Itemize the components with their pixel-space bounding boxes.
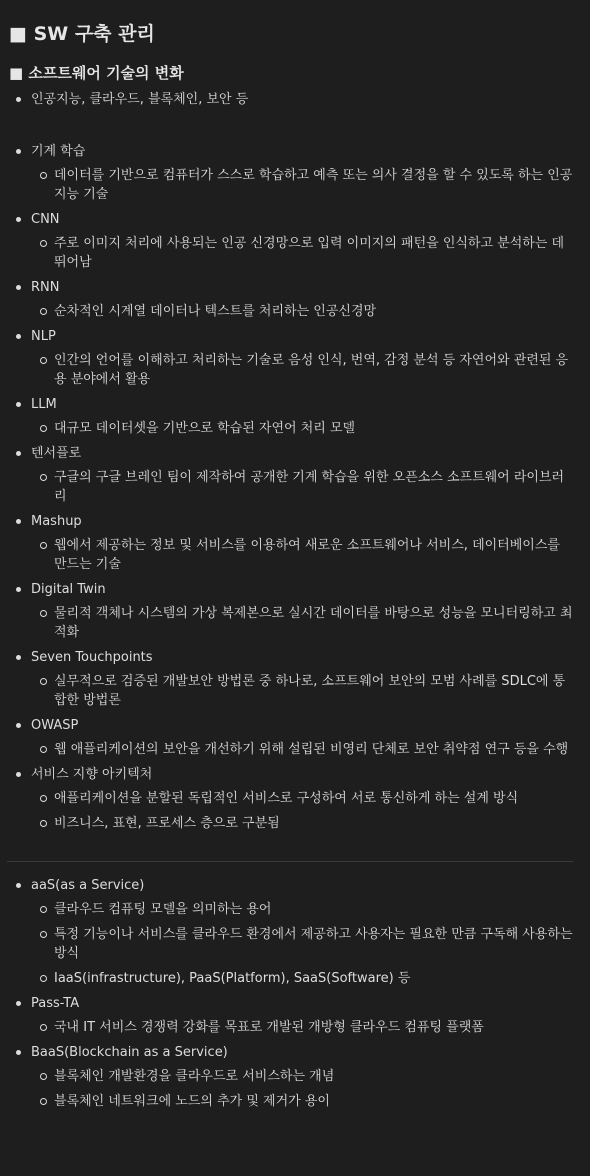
term-item (31, 512, 574, 574)
definition-item: 클라우드 컴퓨팅 모델을 의미하는 용어 (54, 900, 574, 919)
definition-list (31, 672, 574, 710)
terms-list (9, 142, 574, 833)
definition-item: 웹 애플리케이션의 보안을 개선하기 위해 설립된 비영리 단체로 보안 취약점 연구 등을 수행 (54, 740, 574, 759)
divider (7, 861, 573, 862)
definition-list (31, 1018, 574, 1037)
definition-list (31, 166, 574, 204)
term-item (31, 395, 574, 438)
definition-item: 데이터를 기반으로 컴퓨터가 스스로 학습하고 예측 또는 의사 결정을 할 수 있도록 하는 인공지능 기술 (54, 168, 573, 202)
definition-list (31, 234, 574, 272)
term-item (31, 994, 574, 1037)
term-item (31, 1043, 574, 1111)
definition-list (31, 536, 574, 574)
definition-item: 주로 이미지 처리에 사용되는 인공 신경망으로 입력 이미지의 패턴을 인식하고 분석하는 데 뛰어남 (54, 234, 574, 272)
term-item (31, 716, 574, 759)
definition-item: 블록체인 개발환경을 클라우드로 서비스하는 개념 (54, 1067, 574, 1086)
definition-item: 특정 기능이나 서비스를 클라우드 환경에서 제공하고 사용자는 필요한 만큼 구독해 사용하는 방식 (54, 927, 573, 961)
definition-item: 국내 IT 서비스 경쟁력 강화를 목표로 개발된 개방형 클라우드 컴퓨팅 플랫폼 (54, 1018, 574, 1037)
term-label: Mashup (31, 514, 82, 529)
definition-item: 블록체인 네트워크에 노드의 추가 및 제거가 용이 (54, 1092, 574, 1111)
page-title: ■ SW 구축 관리 (9, 23, 155, 45)
term-item (31, 444, 574, 506)
term-item (31, 327, 574, 389)
intro-list (9, 90, 574, 109)
term-label: BaaS(Blockchain as a Service) (31, 1045, 228, 1060)
term-label: OWASP (31, 718, 79, 733)
term-label: LLM (31, 397, 57, 412)
definition-list (31, 419, 574, 438)
term-item (31, 765, 574, 833)
definition-list (31, 740, 574, 759)
definition-item: 웹에서 제공하는 정보 및 서비스를 이용하여 새로운 소프트웨어나 서비스, 데이터베이스를 만드는 기술 (54, 536, 574, 574)
definition-list (31, 468, 574, 506)
definition-item: 구글의 구글 브레인 팀이 제작하여 공개한 기계 학습을 위한 오픈소스 소프트웨어 라이브러리 (54, 468, 574, 506)
list-item: 인공지능, 클라우드, 블록체인, 보안 등 (31, 90, 574, 109)
term-label: NLP (31, 329, 56, 344)
definition-list (31, 351, 574, 389)
term-label: 서비스 지향 아키텍처 (31, 767, 153, 782)
term-label: Digital Twin (31, 582, 106, 597)
term-label: Pass-TA (31, 996, 80, 1011)
term-item (31, 142, 574, 204)
term-item (31, 876, 574, 988)
term-label: aaS(as a Service) (31, 878, 145, 893)
definition-list (31, 1067, 574, 1111)
cloud-terms-list (9, 876, 574, 1111)
definition-list (31, 302, 574, 321)
definition-list (31, 900, 574, 988)
definition-list (31, 604, 574, 642)
definition-item: 비즈니스, 표현, 프로세스 층으로 구분됨 (54, 814, 574, 833)
term-item (31, 580, 574, 642)
definition-item: 실무적으로 검증된 개발보안 방법론 중 하나로, 소프트웨어 보안의 모범 사례를 SDLC에 통합한 방법론 (54, 672, 574, 710)
section-heading: ■ 소프트웨어 기술의 변화 (9, 64, 184, 82)
definition-item: 애플리케이션을 분할된 독립적인 서비스로 구성하여 서로 통신하게 하는 설계 방식 (54, 789, 574, 808)
definition-item: 물리적 객체나 시스템의 가상 복제본으로 실시간 데이터를 바탕으로 성능을 모니터링하고 최적화 (54, 606, 573, 640)
term-label: RNN (31, 280, 60, 295)
term-label: Seven Touchpoints (31, 650, 153, 665)
definition-item: 순차적인 시계열 데이터나 텍스트를 처리하는 인공신경망 (54, 302, 574, 321)
term-item (31, 648, 574, 710)
term-label: 기계 학습 (31, 144, 86, 159)
definition-item: IaaS(infrastructure), PaaS(Platform), SaaS(Software) 등 (54, 969, 574, 988)
definition-item: 대규모 데이터셋을 기반으로 학습된 자연어 처리 모델 (54, 419, 574, 438)
definition-list (31, 789, 574, 833)
term-item (31, 210, 574, 272)
term-label: CNN (31, 212, 60, 227)
term-label: 텐서플로 (31, 446, 82, 461)
term-item (31, 278, 574, 321)
definition-item: 인간의 언어를 이해하고 처리하는 기술로 음성 인식, 번역, 감정 분석 등 자연어와 관련된 응용 분야에서 활용 (54, 351, 574, 389)
